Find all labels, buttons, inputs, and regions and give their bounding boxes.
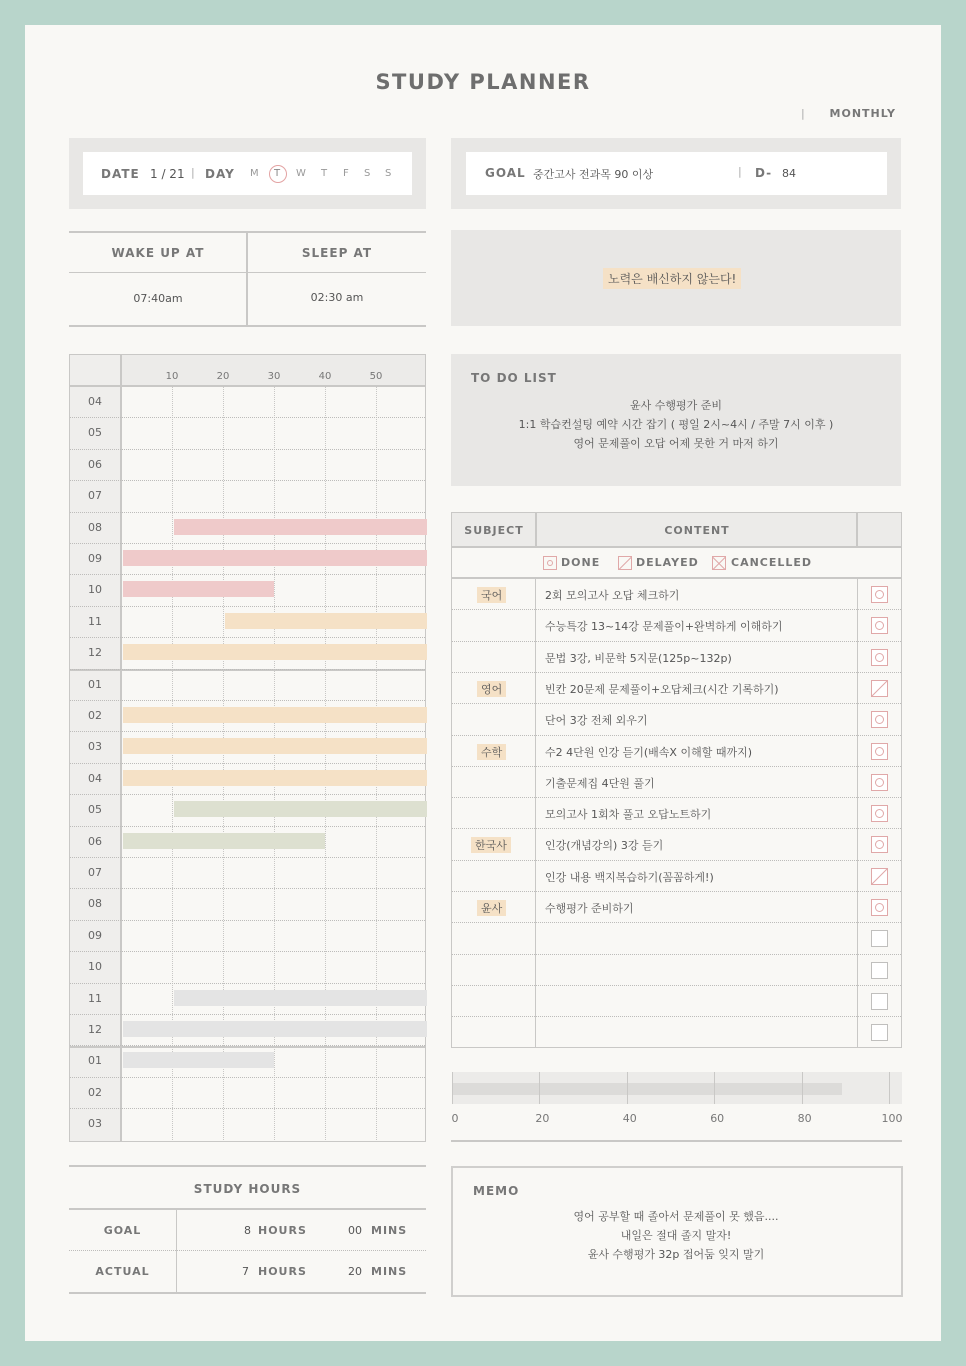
todo-item[interactable]: 영어 문제풀이 오답 어제 못한 거 마저 하기 xyxy=(573,437,779,450)
hour-label: 05 xyxy=(88,426,102,440)
task-content[interactable]: 문법 3강, 비문학 5지문(125p~132p) xyxy=(545,651,732,665)
hours-top-rule xyxy=(69,1165,426,1167)
time-block[interactable] xyxy=(174,801,427,817)
task-content[interactable]: 수2 4단원 인강 듣기(배속X 이해할 때까지) xyxy=(545,745,752,759)
hour-label: 06 xyxy=(88,457,102,471)
progress-gridline xyxy=(802,1072,803,1104)
hour-label: 07 xyxy=(88,866,102,879)
task-content[interactable]: 인강(개념강의) 3강 듣기 xyxy=(545,839,664,853)
time-block[interactable] xyxy=(174,990,427,1006)
status-checkbox[interactable] xyxy=(871,930,888,947)
hour-label: 05 xyxy=(88,803,102,817)
status-checkbox[interactable] xyxy=(871,774,888,791)
subject-tag: 윤사 xyxy=(477,900,506,916)
hour-label: 10 xyxy=(88,583,102,597)
status-checkbox[interactable] xyxy=(871,743,888,760)
goal-inner xyxy=(466,152,887,195)
task-content[interactable]: 2회 모의고사 오답 체크하기 xyxy=(545,589,680,602)
hour-row-line xyxy=(70,951,425,952)
status-checkbox[interactable] xyxy=(871,711,888,728)
actual-hours-unit: HOURS xyxy=(258,1265,307,1278)
hours-col-divider xyxy=(176,1209,177,1293)
hour-label: 11 xyxy=(88,614,102,628)
progress-gridline xyxy=(714,1072,715,1104)
time-block[interactable] xyxy=(123,707,427,723)
hour-row-line xyxy=(70,417,425,418)
task-content[interactable]: 모의고사 1회차 풀고 오답노트하기 xyxy=(545,808,712,822)
table-row-line xyxy=(452,828,901,829)
progress-bottom-rule xyxy=(451,1140,902,1142)
hour-label: 04 xyxy=(88,771,102,785)
table-row-line xyxy=(452,735,901,736)
goal-mins-value[interactable]: 00 xyxy=(348,1224,362,1237)
table-header-rule xyxy=(451,546,902,548)
legend-cancelled-label: CANCELLED xyxy=(731,556,813,569)
date-label: DATE xyxy=(101,167,140,181)
motto-text: 노력은 배신하지 않는다! xyxy=(603,268,741,289)
wake-up-label: WAKE UP AT xyxy=(111,246,205,260)
hour-row-line xyxy=(70,1108,425,1109)
hour-row-line xyxy=(70,1045,425,1046)
minute-tick-label: 10 xyxy=(165,371,179,382)
progress-tick-label: 0 xyxy=(451,1112,459,1125)
page-title: STUDY PLANNER xyxy=(375,70,591,94)
progress-gridline xyxy=(539,1072,540,1104)
content-header: CONTENT xyxy=(664,524,730,537)
table-row-line xyxy=(452,860,901,861)
table-row-line xyxy=(452,703,901,704)
todo-item[interactable]: 1:1 학습컨설팅 예약 시간 잡기 ( 평일 2시~4시 / 주말 7시 이후 ) xyxy=(518,418,834,431)
task-content[interactable]: 빈칸 20문제 문제풀이+오답체크(시간 기록하기) xyxy=(545,682,779,696)
legend-done-label: DONE xyxy=(561,556,601,569)
memo-line[interactable]: 영어 공부할 때 졸아서 문제풀이 못 했음.... xyxy=(573,1210,779,1223)
hour-label: 09 xyxy=(88,552,102,565)
timeline-column-rule xyxy=(120,354,122,1141)
task-content[interactable]: 단어 3강 전체 외우기 xyxy=(545,714,648,728)
status-checkbox[interactable] xyxy=(871,962,888,979)
hour-label: 01 xyxy=(88,1054,102,1068)
table-row-line xyxy=(452,766,901,767)
sleep-value[interactable]: 02:30 am xyxy=(310,291,364,304)
actual-hours-value[interactable]: 7 xyxy=(242,1265,250,1278)
status-checkbox[interactable] xyxy=(871,868,888,885)
sleep-label: SLEEP AT xyxy=(301,246,373,260)
subject-tag: 수학 xyxy=(477,744,506,760)
hour-label: 08 xyxy=(88,897,102,911)
subject-tag: 국어 xyxy=(477,587,506,603)
table-row-line xyxy=(452,641,901,642)
hour-row-line xyxy=(70,731,425,732)
hour-label: 06 xyxy=(88,834,102,848)
progress-tick-label: 60 xyxy=(710,1112,725,1125)
actual-mins-unit: MINS xyxy=(371,1265,408,1278)
wake-up-value[interactable]: 07:40am xyxy=(133,292,183,305)
time-block[interactable] xyxy=(225,613,427,629)
hour-label: 11 xyxy=(88,991,102,1005)
subject-tag: 한국사 xyxy=(471,837,511,853)
status-checkbox[interactable] xyxy=(871,649,888,666)
hour-label: 01 xyxy=(88,677,102,691)
progress-tick-label: 80 xyxy=(797,1112,812,1125)
progress-tick-label: 100 xyxy=(881,1112,903,1125)
table-subject-col xyxy=(535,578,536,1047)
goal-hours-unit: HOURS xyxy=(258,1224,307,1237)
date-divider: | xyxy=(191,166,195,179)
hours-row-rule xyxy=(69,1250,426,1251)
hour-label: 07 xyxy=(88,489,102,503)
table-row-line xyxy=(452,672,901,673)
time-block[interactable] xyxy=(123,1052,274,1068)
progress-tick-label: 40 xyxy=(622,1112,637,1125)
memo-line[interactable]: 윤사 수행평가 32p 접어둠 잊지 말기 xyxy=(587,1248,765,1261)
hour-label: 03 xyxy=(88,1117,102,1131)
hour-row-line xyxy=(70,669,425,670)
time-block[interactable] xyxy=(123,644,427,660)
task-content[interactable]: 인강 내용 백지복습하기(꼼꼼하게!) xyxy=(545,870,714,884)
day-th[interactable]: T xyxy=(321,168,328,179)
time-block[interactable] xyxy=(123,770,427,786)
hour-label: 02 xyxy=(88,1085,102,1099)
time-block[interactable] xyxy=(123,581,274,597)
hour-label: 09 xyxy=(88,928,102,942)
dday-label: D- xyxy=(755,166,773,180)
time-block[interactable] xyxy=(123,833,325,849)
table-row-line xyxy=(452,985,901,986)
minute-tick-label: 40 xyxy=(318,371,332,382)
hour-label: 02 xyxy=(88,709,102,722)
study-hours-title: STUDY HOURS xyxy=(193,1182,302,1196)
table-check-col xyxy=(857,578,858,1047)
hour-row-line xyxy=(70,826,425,827)
time-block[interactable] xyxy=(123,550,427,566)
legend-cancelled-icon xyxy=(712,556,726,570)
time-block[interactable] xyxy=(123,738,427,754)
day-label: DAY xyxy=(205,167,235,181)
day-m[interactable]: M xyxy=(250,168,259,179)
hour-row-line xyxy=(70,700,425,701)
goal-hours-value[interactable]: 8 xyxy=(244,1224,252,1237)
hour-row-line xyxy=(70,449,425,450)
table-legend-rule xyxy=(451,577,902,579)
table-row-line xyxy=(452,922,901,923)
hour-row-line xyxy=(70,983,425,984)
hour-label: 08 xyxy=(88,520,102,534)
legend-delayed-icon xyxy=(618,556,632,570)
status-checkbox[interactable] xyxy=(871,836,888,853)
hour-row-line xyxy=(70,794,425,795)
actual-hours-label: ACTUAL xyxy=(95,1265,150,1278)
hour-row-line xyxy=(70,512,425,513)
table-row-line xyxy=(452,1016,901,1017)
hour-row-line xyxy=(70,637,425,638)
status-checkbox[interactable] xyxy=(871,993,888,1010)
hour-label: 12 xyxy=(88,1023,102,1036)
legend-done-icon xyxy=(543,556,557,570)
progress-tick-label: 20 xyxy=(535,1112,550,1125)
status-checkbox[interactable] xyxy=(871,586,888,603)
hour-row-line xyxy=(70,1014,425,1015)
hour-row-line xyxy=(70,763,425,764)
status-checkbox[interactable] xyxy=(871,680,888,697)
goal-value[interactable]: 중간고사 전과목 90 이상 xyxy=(533,168,654,181)
day-f[interactable]: F xyxy=(343,168,349,179)
hour-row-line xyxy=(70,543,425,544)
day-picker xyxy=(249,168,399,182)
hour-row-line xyxy=(70,1077,425,1078)
dday-value[interactable]: 84 xyxy=(782,167,796,180)
memo-label: MEMO xyxy=(473,1184,520,1198)
minute-tick-label: 30 xyxy=(267,371,281,382)
todo-label: TO DO LIST xyxy=(471,371,557,385)
hour-row-line xyxy=(70,857,425,858)
hour-row-line xyxy=(70,888,425,889)
day-w[interactable]: W xyxy=(296,168,306,179)
progress-gridline xyxy=(889,1072,890,1104)
hour-label: 10 xyxy=(88,960,102,974)
dday-divider: | xyxy=(738,165,742,178)
goal-label: GOAL xyxy=(485,166,526,180)
minute-tick-label: 20 xyxy=(216,371,230,382)
progress-gridline xyxy=(627,1072,628,1104)
timeline-header-rule xyxy=(69,385,426,387)
goal-hours-label: GOAL xyxy=(103,1224,142,1237)
day-t[interactable]: T xyxy=(274,168,281,179)
task-content[interactable]: 수능특강 13~14강 문제풀이+완벽하게 이해하기 xyxy=(545,620,783,634)
monthly-label[interactable]: MONTHLY xyxy=(829,107,896,120)
hour-row-line xyxy=(70,574,425,575)
table-row-line xyxy=(452,891,901,892)
subject-tag: 영어 xyxy=(477,681,506,697)
status-checkbox[interactable] xyxy=(871,617,888,634)
hour-label: 03 xyxy=(88,740,102,754)
progress-gridline xyxy=(452,1072,453,1104)
day-sa[interactable]: S xyxy=(364,168,371,179)
task-content[interactable]: 수행평가 준비하기 xyxy=(545,902,634,915)
table-row-line xyxy=(452,797,901,798)
task-content[interactable]: 기출문제집 4단원 풀기 xyxy=(545,776,655,790)
progress-fill xyxy=(452,1083,842,1095)
hours-bottom-rule xyxy=(69,1292,426,1294)
date-value[interactable]: 1 / 21 xyxy=(150,167,185,181)
hour-row-line xyxy=(70,606,425,607)
hour-label: 04 xyxy=(88,395,102,408)
hour-label: 12 xyxy=(88,646,102,660)
legend-delayed-label: DELAYED xyxy=(636,556,699,569)
time-block[interactable] xyxy=(174,519,427,535)
table-row-line xyxy=(452,954,901,955)
day-su[interactable]: S xyxy=(385,168,392,179)
hour-row-line xyxy=(70,480,425,481)
memo-line[interactable]: 내일은 절대 졸지 말자! xyxy=(620,1229,732,1242)
goal-mins-unit: MINS xyxy=(371,1224,408,1237)
status-checkbox[interactable] xyxy=(871,899,888,916)
status-checkbox[interactable] xyxy=(871,1024,888,1041)
hours-header-rule xyxy=(69,1208,426,1210)
table-row-line xyxy=(452,609,901,610)
todo-item[interactable]: 윤사 수행평가 준비 xyxy=(629,399,722,412)
hour-row-line xyxy=(70,920,425,921)
header-divider: | xyxy=(801,107,805,120)
subject-header: SUBJECT xyxy=(464,524,524,537)
time-block[interactable] xyxy=(123,1021,427,1037)
actual-mins-value[interactable]: 20 xyxy=(348,1265,362,1278)
minute-tick-label: 50 xyxy=(369,371,383,382)
status-checkbox[interactable] xyxy=(871,805,888,822)
